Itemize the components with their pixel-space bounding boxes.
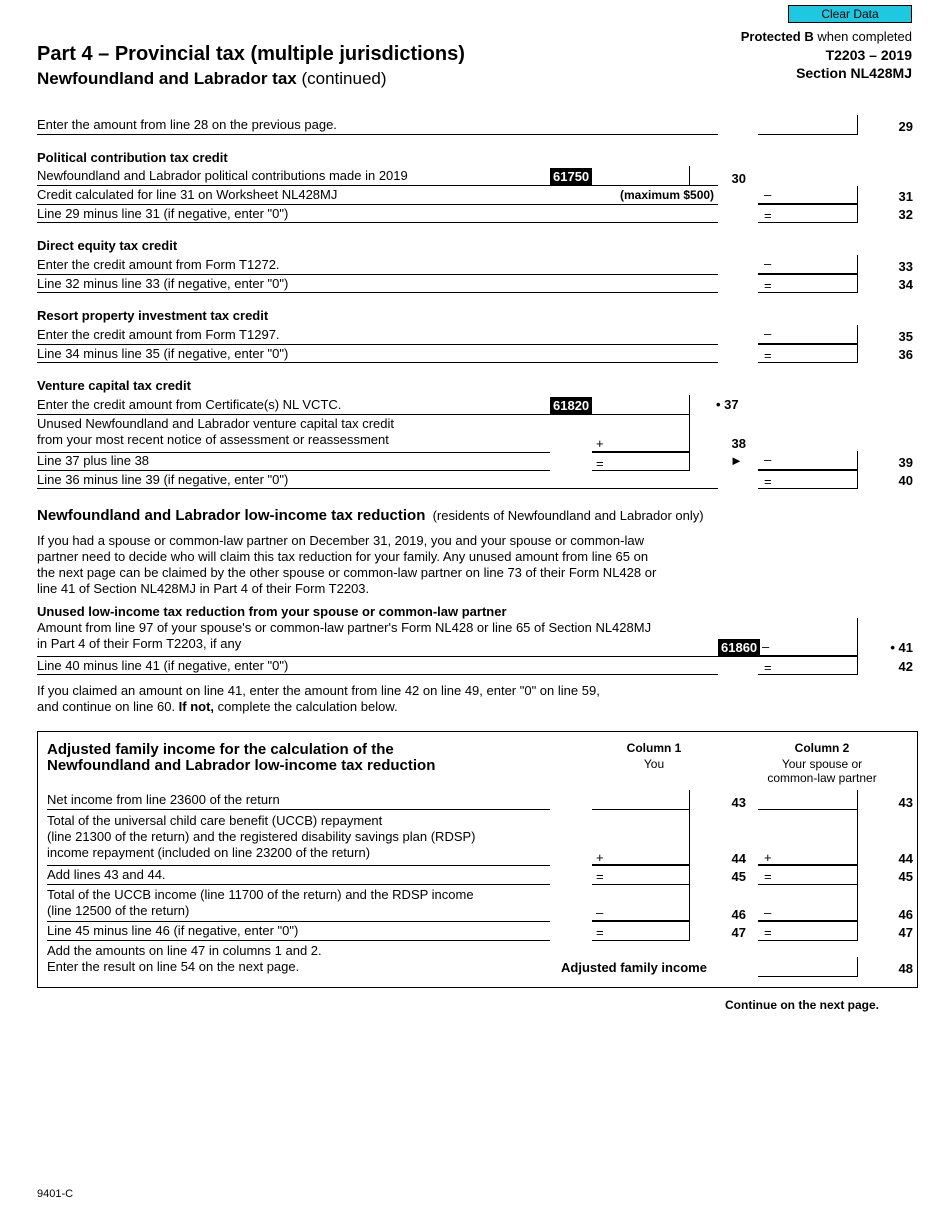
line-42-label: Line 40 minus line 41 (if negative, enter "0") bbox=[37, 658, 289, 673]
line-45-col2-field[interactable] bbox=[758, 866, 858, 885]
political-heading: Political contribution tax credit bbox=[37, 150, 228, 165]
line-46-number-col1: 46 bbox=[731, 907, 746, 922]
line-45-operator-col2: = bbox=[764, 869, 772, 884]
instruction-line-1: If you claimed an amount on line 41, enter the amount from line 42 on line 49, enter "0" on line 59, bbox=[37, 683, 600, 698]
line-30-label: Newfoundland and Labrador political contributions made in 2019 bbox=[37, 168, 408, 183]
low-income-heading bbox=[37, 508, 704, 524]
line-47-number-col2: 47 bbox=[898, 925, 913, 940]
form-code: 9401-C bbox=[37, 1188, 74, 1200]
line-46-operator-col2: – bbox=[764, 905, 772, 920]
subtitle-bold: Newfoundland and Labrador tax bbox=[37, 69, 297, 88]
line-37-number: • 37 bbox=[716, 397, 739, 412]
line-39-operator: – bbox=[764, 452, 772, 467]
low-income-para-2: partner need to decide who will claim this tax reduction for your family. Any unused amount from line 65 on bbox=[37, 549, 649, 564]
line-47-operator-col2: = bbox=[764, 925, 772, 940]
line-39-field[interactable] bbox=[758, 451, 858, 471]
low-income-heading-bold: Newfoundland and Labrador low-income tax reduction bbox=[37, 507, 426, 524]
line-47-col2-field[interactable] bbox=[758, 922, 858, 941]
line-43-number-col2: 43 bbox=[898, 795, 913, 810]
resort-heading: Resort property investment tax credit bbox=[37, 308, 269, 323]
line-38-number: 38 bbox=[731, 436, 746, 451]
line-46-label-1: Total of the UCCB income (line 11700 of the return) and the RDSP income bbox=[47, 887, 474, 902]
line-32-operator: = bbox=[764, 208, 772, 223]
col2-subheading-2: common-law partner bbox=[767, 771, 877, 785]
col1-heading: Column 1 bbox=[626, 741, 682, 755]
line-46-number-col2: 46 bbox=[898, 907, 913, 922]
line-33-number: 33 bbox=[898, 259, 913, 274]
line-34-operator: = bbox=[764, 278, 772, 293]
line-36-field[interactable] bbox=[758, 345, 858, 363]
protected-b-suffix: when completed bbox=[813, 29, 912, 44]
form-number: T2203 – 2019 bbox=[825, 47, 912, 63]
line-44-label-1: Total of the universal child care benefit (UCCB) repayment bbox=[47, 813, 383, 828]
low-income-para-1: If you had a spouse or common-law partner on December 31, 2019, you and your spouse or common-law bbox=[37, 533, 644, 548]
line-47-col1-field[interactable] bbox=[592, 922, 690, 941]
line-44-operator-col2: + bbox=[764, 850, 772, 865]
line-40-label: Line 36 minus line 39 (if negative, enter "0") bbox=[37, 472, 289, 487]
venture-heading: Venture capital tax credit bbox=[37, 378, 191, 393]
line-38-field[interactable] bbox=[592, 415, 690, 453]
line-46-col1-field[interactable] bbox=[592, 885, 690, 922]
line-41-label-1: Amount from line 97 of your spouse's or common-law partner's Form NL428 or line 65 of Section NL428MJ bbox=[37, 620, 652, 635]
line-35-field[interactable] bbox=[758, 325, 858, 345]
adjusted-family-income-label: Adjusted family income bbox=[561, 960, 707, 975]
instruction-2b: If not, bbox=[178, 699, 215, 714]
line-40-operator: = bbox=[764, 474, 772, 489]
page-title: Part 4 – Provincial tax (multiple jurisdictions) bbox=[37, 43, 465, 65]
code-61820: 61820 bbox=[550, 397, 592, 415]
line-42-field[interactable] bbox=[758, 657, 858, 675]
line-44-col2-field[interactable] bbox=[758, 810, 858, 866]
line-38-label-1: Unused Newfoundland and Labrador venture capital tax credit bbox=[37, 416, 395, 431]
line-44-label-3: income repayment (included on line 23200 of the return) bbox=[47, 845, 371, 860]
line-31-number: 31 bbox=[898, 189, 913, 204]
code-61860: 61860 bbox=[718, 639, 760, 657]
line-44-label-2: (line 21300 of the return) and the registered disability savings plan (RDSP) bbox=[47, 829, 476, 844]
line-44-number-col1: 44 bbox=[731, 851, 746, 866]
line-32-label: Line 29 minus line 31 (if negative, enter "0") bbox=[37, 206, 289, 221]
line-41-operator: – bbox=[762, 639, 770, 654]
line-45-label: Add lines 43 and 44. bbox=[47, 867, 166, 882]
line-41-label-2: in Part 4 of their Form T2203, if any bbox=[37, 636, 242, 651]
direct-equity-heading: Direct equity tax credit bbox=[37, 238, 178, 253]
col2-heading: Column 2 bbox=[794, 741, 850, 755]
line-34-number: 34 bbox=[898, 277, 913, 292]
line-46-operator-col1: – bbox=[596, 905, 604, 920]
code-61750: 61750 bbox=[550, 168, 592, 186]
line-46-col2-field[interactable] bbox=[758, 885, 858, 922]
instruction-2c: complete the calculation below. bbox=[214, 699, 398, 714]
line-38-label-2: from your most recent notice of assessment or reassessment bbox=[37, 432, 389, 447]
line-31-operator: – bbox=[764, 187, 772, 202]
line-31-field[interactable] bbox=[758, 186, 858, 205]
protected-b-label bbox=[741, 29, 912, 45]
line-29-field[interactable] bbox=[758, 115, 858, 135]
instruction-2a: and continue on line 60. bbox=[37, 699, 179, 714]
line-35-number: 35 bbox=[898, 329, 913, 344]
line-30-number: 30 bbox=[731, 171, 746, 186]
line-29-label: Enter the amount from line 28 on the previous page. bbox=[37, 117, 337, 132]
line-36-label: Line 34 minus line 35 (if negative, enter "0") bbox=[37, 346, 289, 361]
line-33-field[interactable] bbox=[758, 255, 858, 275]
line-32-number: 32 bbox=[898, 207, 913, 222]
line-33-operator: – bbox=[764, 256, 772, 271]
line-41-field[interactable] bbox=[758, 618, 858, 657]
line-43-label: Net income from line 23600 of the return bbox=[47, 792, 280, 807]
col1-subheading: You bbox=[643, 757, 665, 771]
line-36-number: 36 bbox=[898, 347, 913, 362]
line-40-number: 40 bbox=[898, 473, 913, 488]
line-35-operator: – bbox=[764, 326, 772, 341]
protected-b-text: Protected B bbox=[740, 29, 814, 44]
line-36-operator: = bbox=[764, 348, 772, 363]
line-39-number: 39 bbox=[898, 455, 913, 470]
line-45-operator-col1: = bbox=[596, 869, 604, 884]
line-35-label: Enter the credit amount from Form T1297. bbox=[37, 327, 280, 342]
line-48-field[interactable] bbox=[758, 957, 858, 977]
line-48-label-1: Add the amounts on line 47 in columns 1 and 2. bbox=[47, 943, 322, 958]
line-44-number-col2: 44 bbox=[898, 851, 913, 866]
section-label: Section NL428MJ bbox=[796, 65, 912, 81]
line-39-subtotal-field[interactable] bbox=[592, 453, 690, 471]
afi-title-1: Adjusted family income for the calculation of the bbox=[47, 741, 394, 758]
line-44-col1-field[interactable] bbox=[592, 810, 690, 866]
low-income-para-3: the next page can be claimed by the other spouse or common-law partner on line 73 of their Form NL428 or bbox=[37, 565, 657, 580]
line-45-number-col2: 45 bbox=[898, 869, 913, 884]
clear-data-button[interactable]: Clear Data bbox=[788, 5, 912, 23]
line-32-field[interactable] bbox=[758, 205, 858, 223]
line-43-col2-field[interactable] bbox=[758, 790, 858, 810]
line-48-label-2: Enter the result on line 54 on the next page. bbox=[47, 959, 300, 974]
line-39-label: Line 37 plus line 38 bbox=[37, 453, 150, 468]
page-subtitle bbox=[37, 69, 387, 89]
low-income-para-4: line 41 of Section NL428MJ in Part 4 of their Form T2203. bbox=[37, 581, 370, 596]
line-45-col1-field[interactable] bbox=[592, 866, 690, 885]
line-30-field[interactable] bbox=[592, 166, 690, 186]
line-31-max-note: (maximum $500) bbox=[620, 188, 715, 202]
unused-heading: Unused low-income tax reduction from your spouse or common-law partner bbox=[37, 604, 507, 619]
line-47-operator-col1: = bbox=[596, 925, 604, 940]
line-37-label: Enter the credit amount from Certificate(s) NL VCTC. bbox=[37, 397, 342, 412]
line-31-label: Credit calculated for line 31 on Worksheet NL428MJ bbox=[37, 187, 338, 202]
line-33-label: Enter the credit amount from Form T1272. bbox=[37, 257, 280, 272]
arrow-right-icon: ► bbox=[730, 453, 743, 468]
continue-note: Continue on the next page. bbox=[725, 998, 880, 1012]
line-34-label: Line 32 minus line 33 (if negative, enter "0") bbox=[37, 276, 289, 291]
line-38-operator: + bbox=[596, 436, 604, 451]
line-48-number: 48 bbox=[898, 961, 913, 976]
line-37-field[interactable] bbox=[592, 395, 690, 415]
low-income-heading-normal: (residents of Newfoundland and Labrador only) bbox=[432, 508, 704, 523]
line-39-equals: = bbox=[596, 456, 604, 471]
line-47-number-col1: 47 bbox=[731, 925, 746, 940]
line-47-label: Line 45 minus line 46 (if negative, enter "0") bbox=[47, 923, 299, 938]
line-42-operator: = bbox=[764, 660, 772, 675]
line-43-col1-field[interactable] bbox=[592, 790, 690, 810]
line-41-number: • 41 bbox=[890, 640, 913, 655]
line-46-label-2: (line 12500 of the return) bbox=[47, 903, 190, 918]
line-43-number-col1: 43 bbox=[731, 795, 746, 810]
line-44-operator-col1: + bbox=[596, 850, 604, 865]
line-45-number-col1: 45 bbox=[731, 869, 746, 884]
subtitle-normal: (continued) bbox=[296, 69, 387, 88]
line-34-field[interactable] bbox=[758, 275, 858, 293]
instruction-line-2 bbox=[37, 699, 398, 715]
line-42-number: 42 bbox=[898, 659, 913, 674]
line-29-number: 29 bbox=[898, 119, 913, 134]
afi-title-2: Newfoundland and Labrador low-income tax reduction bbox=[47, 757, 436, 774]
col2-subheading-1: Your spouse or bbox=[781, 757, 863, 771]
line-40-field[interactable] bbox=[758, 471, 858, 489]
